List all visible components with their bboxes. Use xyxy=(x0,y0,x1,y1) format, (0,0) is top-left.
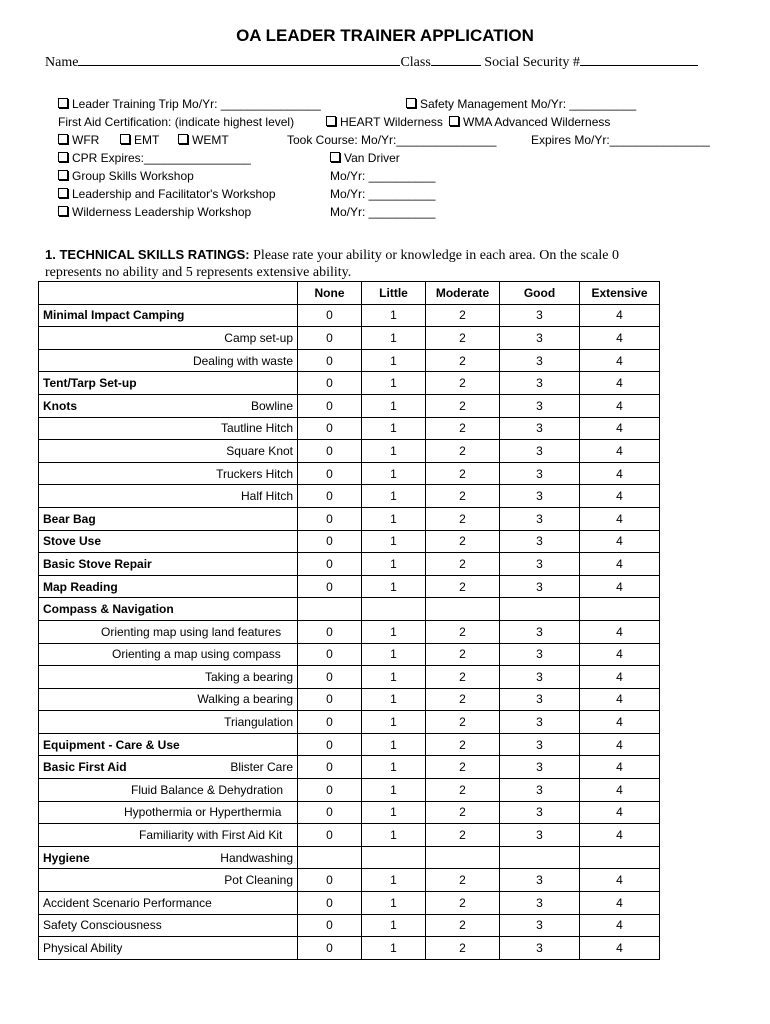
rating-cell[interactable]: 4 xyxy=(580,892,660,915)
rating-cell[interactable] xyxy=(426,846,500,869)
column-header: Good xyxy=(500,282,580,305)
skill-cell xyxy=(39,304,298,327)
table-row xyxy=(39,824,660,847)
rating-cell[interactable]: 4 xyxy=(580,620,660,643)
table-row xyxy=(39,779,660,802)
leadership-workshop-item[interactable]: Leadership and Facilitator's Workshop xyxy=(58,187,276,201)
table-row xyxy=(39,756,660,779)
rating-cell[interactable]: 1 xyxy=(362,372,426,395)
rating-cell[interactable]: 4 xyxy=(580,779,660,802)
rating-cell[interactable]: 3 xyxy=(500,620,580,643)
wemt-item[interactable]: WEMT xyxy=(178,133,229,147)
leader-training-item[interactable]: Leader Training Trip Mo/Yr: _______________ xyxy=(58,97,321,111)
rating-cell[interactable]: 3 xyxy=(500,327,580,350)
checkbox[interactable] xyxy=(58,134,68,144)
skill-category: Accident Scenario Performance xyxy=(43,895,212,910)
rating-cell[interactable]: 3 xyxy=(500,462,580,485)
checkbox[interactable] xyxy=(58,206,68,216)
rating-cell[interactable]: 4 xyxy=(580,349,660,372)
rating-cell[interactable]: 4 xyxy=(580,394,660,417)
heart-item[interactable]: HEART Wilderness xyxy=(326,115,443,129)
skill-subitem: Familiarity with First Aid Kit xyxy=(139,828,283,843)
section-1-intro xyxy=(45,246,675,281)
skill-cell xyxy=(39,733,298,756)
first-aid-label: First Aid Certification: (indicate highest level) xyxy=(58,115,295,129)
rating-cell[interactable]: 1 xyxy=(362,485,426,508)
rating-cell[interactable]: 1 xyxy=(362,643,426,666)
rating-cell[interactable]: 1 xyxy=(362,801,426,824)
table-row xyxy=(39,937,660,960)
rating-cell[interactable]: 4 xyxy=(580,801,660,824)
rating-cell[interactable]: 1 xyxy=(362,711,426,734)
class-field[interactable] xyxy=(431,54,481,66)
checkbox[interactable] xyxy=(406,98,416,108)
skill-cell xyxy=(39,462,298,485)
checkbox[interactable] xyxy=(326,116,336,126)
rating-cell[interactable]: 0 xyxy=(298,372,362,395)
table-row xyxy=(39,417,660,440)
rating-cell[interactable]: 2 xyxy=(426,779,500,802)
rating-cell[interactable]: 3 xyxy=(500,553,580,576)
rating-cell[interactable]: 4 xyxy=(580,462,660,485)
rating-cell[interactable]: 0 xyxy=(298,620,362,643)
rating-cell[interactable] xyxy=(426,598,500,621)
rating-cell[interactable]: 4 xyxy=(580,553,660,576)
rating-cell[interactable]: 1 xyxy=(362,666,426,689)
rating-cell[interactable]: 3 xyxy=(500,824,580,847)
skill-subitem: Taking a bearing xyxy=(204,669,293,684)
section-1-text: Please rate your ability or knowledge in each area. On the scale 0 represents no ability and 5 represents extensive ability. xyxy=(45,248,619,280)
rating-cell[interactable]: 0 xyxy=(298,756,362,779)
rating-cell[interactable]: 3 xyxy=(500,485,580,508)
rating-cell[interactable]: 0 xyxy=(298,327,362,350)
class-label: Class xyxy=(400,55,431,70)
skill-cell xyxy=(39,914,298,937)
rating-cell[interactable]: 2 xyxy=(426,462,500,485)
rating-cell[interactable]: 2 xyxy=(426,688,500,711)
skill-subitem: Orienting map using land features xyxy=(101,624,282,639)
skill-category: Basic First Aid xyxy=(43,760,127,775)
rating-cell[interactable]: 2 xyxy=(426,349,500,372)
rating-cell[interactable]: 0 xyxy=(298,575,362,598)
skill-cell xyxy=(39,507,298,530)
checkbox[interactable] xyxy=(58,152,68,162)
table-row xyxy=(39,507,660,530)
rating-cell[interactable]: 4 xyxy=(580,666,660,689)
rating-cell[interactable]: 4 xyxy=(580,304,660,327)
rating-cell[interactable]: 0 xyxy=(298,779,362,802)
rating-cell[interactable]: 3 xyxy=(500,304,580,327)
rating-cell[interactable]: 4 xyxy=(580,914,660,937)
skill-category: Map Reading xyxy=(43,579,118,594)
skill-cell xyxy=(39,440,298,463)
table-row xyxy=(39,462,660,485)
table-row xyxy=(39,553,660,576)
rating-cell[interactable]: 0 xyxy=(298,462,362,485)
rating-cell[interactable]: 2 xyxy=(426,824,500,847)
rating-cell[interactable] xyxy=(298,598,362,621)
rating-cell[interactable]: 3 xyxy=(500,801,580,824)
table-row xyxy=(39,598,660,621)
skill-cell xyxy=(39,801,298,824)
rating-cell[interactable]: 1 xyxy=(362,575,426,598)
rating-cell[interactable]: 3 xyxy=(500,440,580,463)
column-header: None xyxy=(298,282,362,305)
rating-cell[interactable]: 3 xyxy=(500,643,580,666)
skill-category: Physical Ability xyxy=(43,941,123,956)
rating-cell[interactable]: 4 xyxy=(580,869,660,892)
table-row xyxy=(39,688,660,711)
skill-subitem: Orienting a map using compass xyxy=(112,647,281,662)
rating-cell[interactable]: 3 xyxy=(500,756,580,779)
rating-cell[interactable]: 3 xyxy=(500,394,580,417)
rating-cell[interactable]: 1 xyxy=(362,417,426,440)
rating-cell[interactable]: 4 xyxy=(580,372,660,395)
skill-cell xyxy=(39,688,298,711)
rating-cell[interactable]: 1 xyxy=(362,553,426,576)
rating-cell[interactable]: 2 xyxy=(426,507,500,530)
rating-cell[interactable] xyxy=(362,598,426,621)
rating-cell[interactable]: 3 xyxy=(500,417,580,440)
van-driver-item[interactable]: Van Driver xyxy=(330,151,400,165)
rating-cell[interactable]: 3 xyxy=(500,372,580,395)
skill-subitem: Tautline Hitch xyxy=(220,421,293,436)
table-row xyxy=(39,349,660,372)
rating-cell[interactable]: 3 xyxy=(500,892,580,915)
rating-cell[interactable]: 3 xyxy=(500,530,580,553)
section-1-heading: 1. TECHNICAL SKILLS RATINGS: xyxy=(45,247,250,262)
skill-subitem: Truckers Hitch xyxy=(216,466,293,481)
rating-cell[interactable]: 4 xyxy=(580,530,660,553)
rating-cell[interactable]: 0 xyxy=(298,937,362,960)
rating-cell[interactable]: 2 xyxy=(426,711,500,734)
skill-cell xyxy=(39,846,298,869)
skill-category: Hygiene xyxy=(43,850,90,865)
rating-cell[interactable]: 1 xyxy=(362,394,426,417)
rating-cell[interactable]: 2 xyxy=(426,620,500,643)
skill-cell xyxy=(39,937,298,960)
skill-subitem: Blister Care xyxy=(230,760,293,775)
rating-cell[interactable]: 1 xyxy=(362,779,426,802)
table-row xyxy=(39,711,660,734)
rating-cell[interactable]: 3 xyxy=(500,733,580,756)
rating-cell[interactable]: 4 xyxy=(580,643,660,666)
table-row xyxy=(39,892,660,915)
cpr-item[interactable]: CPR Expires:________________ xyxy=(58,151,251,165)
emt-item[interactable]: EMT xyxy=(120,133,159,147)
skill-category: Bear Bag xyxy=(43,511,96,526)
rating-cell[interactable]: 2 xyxy=(426,575,500,598)
skill-cell xyxy=(39,327,298,350)
rating-cell[interactable]: 0 xyxy=(298,711,362,734)
rating-cell[interactable]: 1 xyxy=(362,756,426,779)
rating-cell[interactable]: 1 xyxy=(362,620,426,643)
rating-cell[interactable]: 0 xyxy=(298,507,362,530)
skill-cell xyxy=(39,372,298,395)
skill-cell xyxy=(39,598,298,621)
rating-cell[interactable]: 4 xyxy=(580,937,660,960)
skill-subitem: Walking a bearing xyxy=(197,692,293,707)
skill-subitem: Camp set-up xyxy=(224,330,293,345)
rating-cell[interactable]: 1 xyxy=(362,688,426,711)
skill-subitem: Triangulation xyxy=(224,715,293,730)
rating-cell[interactable]: 0 xyxy=(298,304,362,327)
rating-cell[interactable]: 4 xyxy=(580,417,660,440)
rating-cell[interactable]: 2 xyxy=(426,666,500,689)
rating-cell[interactable]: 3 xyxy=(500,666,580,689)
skill-cell xyxy=(39,756,298,779)
rating-cell[interactable]: 4 xyxy=(580,507,660,530)
rating-cell[interactable]: 1 xyxy=(362,349,426,372)
header-fields xyxy=(45,54,725,71)
skill-cell xyxy=(39,892,298,915)
skill-subitem: Dealing with waste xyxy=(192,353,293,368)
rating-cell[interactable] xyxy=(580,598,660,621)
skill-cell xyxy=(39,620,298,643)
rating-cell[interactable]: 2 xyxy=(426,892,500,915)
skill-subitem: Fluid Balance & Dehydration xyxy=(131,782,284,797)
rating-cell[interactable]: 0 xyxy=(298,553,362,576)
table-row xyxy=(39,304,660,327)
rating-cell[interactable]: 3 xyxy=(500,779,580,802)
rating-cell[interactable] xyxy=(362,846,426,869)
rating-cell[interactable]: 1 xyxy=(362,869,426,892)
rating-cell[interactable]: 4 xyxy=(580,756,660,779)
rating-cell[interactable]: 0 xyxy=(298,643,362,666)
skill-category: Equipment - Care & Use xyxy=(43,737,180,752)
table-row xyxy=(39,869,660,892)
name-label: Name xyxy=(45,55,79,70)
rating-cell[interactable]: 0 xyxy=(298,869,362,892)
skill-cell xyxy=(39,530,298,553)
skill-category: Compass & Navigation xyxy=(43,602,174,617)
rating-cell[interactable]: 2 xyxy=(426,327,500,350)
table-row xyxy=(39,372,660,395)
rating-cell[interactable]: 4 xyxy=(580,575,660,598)
skill-header xyxy=(39,282,298,305)
skill-cell xyxy=(39,394,298,417)
table-row xyxy=(39,801,660,824)
rating-cell[interactable]: 3 xyxy=(500,688,580,711)
table-row xyxy=(39,620,660,643)
rating-cell[interactable]: 1 xyxy=(362,327,426,350)
rating-cell[interactable]: 0 xyxy=(298,914,362,937)
rating-cell[interactable]: 0 xyxy=(298,801,362,824)
rating-cell[interactable]: 2 xyxy=(426,553,500,576)
table-row xyxy=(39,666,660,689)
skill-cell xyxy=(39,711,298,734)
table-row xyxy=(39,394,660,417)
wilderness-workshop-item[interactable]: Wilderness Leadership Workshop xyxy=(58,205,251,219)
rating-cell[interactable]: 3 xyxy=(500,507,580,530)
table-row xyxy=(39,440,660,463)
checkbox[interactable] xyxy=(449,116,459,126)
column-header: Extensive xyxy=(580,282,660,305)
rating-cell[interactable]: 2 xyxy=(426,485,500,508)
rating-cell[interactable]: 0 xyxy=(298,485,362,508)
skills-rating-table xyxy=(38,281,660,960)
rating-cell[interactable] xyxy=(500,846,580,869)
rating-cell[interactable]: 1 xyxy=(362,892,426,915)
skill-subitem: Handwashing xyxy=(220,850,293,865)
wma-item[interactable]: WMA Advanced Wilderness xyxy=(449,115,610,129)
rating-cell[interactable]: 4 xyxy=(580,688,660,711)
checkbox[interactable] xyxy=(178,134,188,144)
rating-cell[interactable]: 0 xyxy=(298,440,362,463)
rating-cell[interactable]: 2 xyxy=(426,372,500,395)
rating-cell[interactable]: 1 xyxy=(362,507,426,530)
skill-category: Safety Consciousness xyxy=(43,918,162,933)
rating-cell[interactable] xyxy=(500,598,580,621)
rating-cell[interactable]: 4 xyxy=(580,327,660,350)
table-row xyxy=(39,530,660,553)
skill-category: Knots xyxy=(43,398,77,413)
rating-cell[interactable]: 2 xyxy=(426,417,500,440)
rating-cell[interactable]: 2 xyxy=(426,733,500,756)
rating-cell[interactable]: 3 xyxy=(500,711,580,734)
wfr-item[interactable]: WFR xyxy=(58,133,99,147)
skill-cell xyxy=(39,417,298,440)
rating-cell[interactable]: 4 xyxy=(580,485,660,508)
skill-subitem: Square Knot xyxy=(226,443,293,458)
rating-cell[interactable]: 0 xyxy=(298,688,362,711)
rating-cell[interactable]: 4 xyxy=(580,733,660,756)
checkbox[interactable] xyxy=(58,188,68,198)
skill-subitem: Pot Cleaning xyxy=(224,873,293,888)
ssn-label: Social Security # xyxy=(484,55,580,70)
rating-cell[interactable]: 3 xyxy=(500,349,580,372)
rating-cell[interactable]: 0 xyxy=(298,530,362,553)
skill-cell xyxy=(39,643,298,666)
name-field[interactable] xyxy=(78,54,400,66)
table-row xyxy=(39,485,660,508)
rating-cell[interactable]: 2 xyxy=(426,394,500,417)
rating-cell[interactable]: 0 xyxy=(298,349,362,372)
skill-cell xyxy=(39,666,298,689)
rating-cell[interactable]: 2 xyxy=(426,914,500,937)
checkbox[interactable] xyxy=(58,170,68,180)
rating-cell[interactable] xyxy=(580,846,660,869)
safety-management-item[interactable]: Safety Management Mo/Yr: __________ xyxy=(406,97,636,111)
table-row xyxy=(39,846,660,869)
rating-cell[interactable]: 2 xyxy=(426,304,500,327)
took-course-label: Took Course: Mo/Yr:_______________ xyxy=(287,133,497,147)
wilderness-workshop-date: Mo/Yr: __________ xyxy=(330,205,436,219)
rating-cell[interactable]: 1 xyxy=(362,824,426,847)
skill-cell xyxy=(39,553,298,576)
skill-cell xyxy=(39,349,298,372)
expires-label: Expires Mo/Yr:_______________ xyxy=(531,133,710,147)
table-header-row xyxy=(39,282,660,305)
rating-cell[interactable]: 2 xyxy=(426,756,500,779)
rating-cell[interactable]: 1 xyxy=(362,937,426,960)
rating-cell[interactable]: 1 xyxy=(362,733,426,756)
rating-cell[interactable]: 1 xyxy=(362,914,426,937)
rating-cell[interactable]: 4 xyxy=(580,711,660,734)
rating-cell[interactable]: 3 xyxy=(500,869,580,892)
rating-cell[interactable]: 2 xyxy=(426,937,500,960)
rating-cell[interactable]: 0 xyxy=(298,417,362,440)
skill-category: Tent/Tarp Set-up xyxy=(43,376,137,391)
rating-cell[interactable]: 1 xyxy=(362,304,426,327)
skill-subitem: Hypothermia or Hyperthermia xyxy=(124,805,282,820)
rating-cell[interactable]: 0 xyxy=(298,666,362,689)
rating-cell[interactable]: 0 xyxy=(298,394,362,417)
rating-cell[interactable]: 0 xyxy=(298,824,362,847)
rating-cell[interactable]: 3 xyxy=(500,914,580,937)
rating-cell[interactable]: 0 xyxy=(298,733,362,756)
skill-cell xyxy=(39,824,298,847)
leadership-workshop-date: Mo/Yr: __________ xyxy=(330,187,436,201)
ssn-field[interactable] xyxy=(580,54,698,66)
checkbox[interactable] xyxy=(120,134,130,144)
column-header: Little xyxy=(362,282,426,305)
checkbox[interactable] xyxy=(58,98,68,108)
skill-cell xyxy=(39,779,298,802)
rating-cell[interactable]: 3 xyxy=(500,575,580,598)
rating-cell[interactable]: 2 xyxy=(426,801,500,824)
rating-cell[interactable]: 2 xyxy=(426,530,500,553)
skill-cell xyxy=(39,485,298,508)
page-title: OA LEADER TRAINER APPLICATION xyxy=(236,26,534,45)
table-row xyxy=(39,643,660,666)
rating-cell[interactable]: 2 xyxy=(426,869,500,892)
skill-category: Minimal Impact Camping xyxy=(43,308,185,323)
skill-cell xyxy=(39,575,298,598)
checkbox[interactable] xyxy=(330,152,340,162)
column-header: Moderate xyxy=(426,282,500,305)
table-row xyxy=(39,733,660,756)
rating-cell[interactable]: 3 xyxy=(500,937,580,960)
rating-cell[interactable]: 0 xyxy=(298,892,362,915)
skill-subitem: Half Hitch xyxy=(240,489,293,504)
table-row xyxy=(39,914,660,937)
group-skills-item[interactable]: Group Skills Workshop xyxy=(58,169,194,183)
table-row xyxy=(39,327,660,350)
rating-cell[interactable] xyxy=(298,846,362,869)
skill-subitem: Bowline xyxy=(250,398,293,413)
table-row xyxy=(39,575,660,598)
skill-category: Stove Use xyxy=(43,534,102,549)
rating-cell[interactable]: 2 xyxy=(426,643,500,666)
skill-cell xyxy=(39,869,298,892)
skill-category: Basic Stove Repair xyxy=(43,556,152,571)
rating-cell[interactable]: 1 xyxy=(362,530,426,553)
rating-cell[interactable]: 1 xyxy=(362,462,426,485)
rating-cell[interactable]: 4 xyxy=(580,824,660,847)
rating-cell[interactable]: 2 xyxy=(426,440,500,463)
group-skills-date: Mo/Yr: __________ xyxy=(330,169,436,183)
rating-cell[interactable]: 1 xyxy=(362,440,426,463)
rating-cell[interactable]: 4 xyxy=(580,440,660,463)
